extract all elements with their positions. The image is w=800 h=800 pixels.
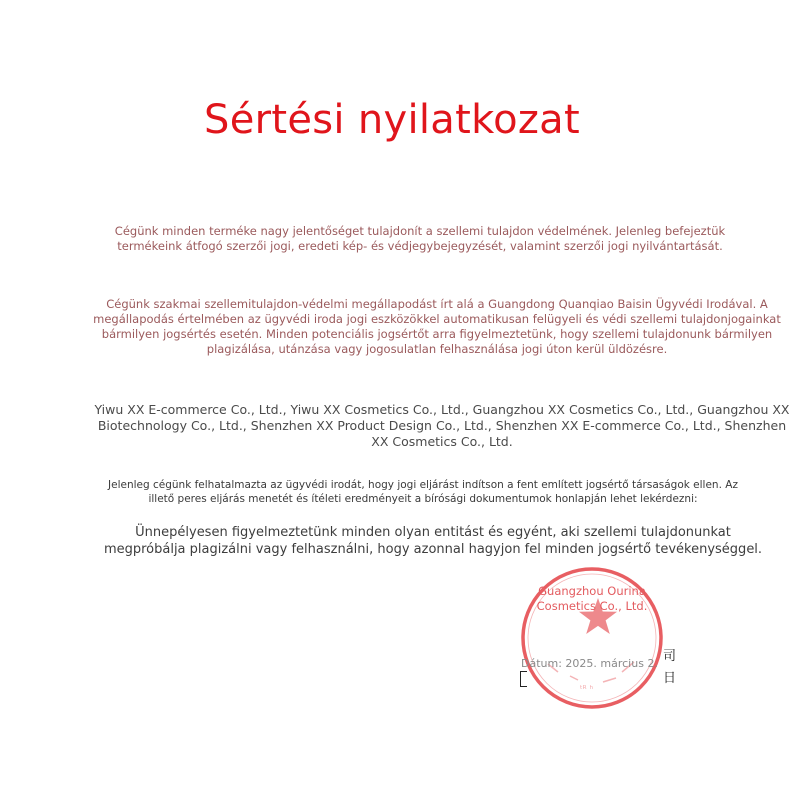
seal-company-name: Guangzhou Ourina Cosmetics Co., Ltd. xyxy=(536,584,648,613)
seal-bracket-mark xyxy=(520,671,527,687)
document-date: Dátum: 2025. március 2. xyxy=(521,657,658,670)
legal-proceedings-paragraph: Jelenleg cégünk felhatalmazta az ügyvédi irodát, hogy jogi eljárást indítson a fent említett jogsértő társaságok ellen. Az illető peres eljárás menetét és ítéleti eredményeit a bírósági dokumentumok honlapján lehet lekérdezni: xyxy=(108,479,738,505)
infringing-companies-list: Yiwu XX E-commerce Co., Ltd., Yiwu XX Cosmetics Co., Ltd., Guangzhou XX Cosmetics Co., Ltd., Guangzhou XX Biotechnology Co., Ltd., Shenzhen XX Product Design Co., Ltd., Shenzhen XX E-commerce Co., Ltd., Shenzhen XX Cosmetics Co., Ltd. xyxy=(94,402,790,449)
seal-glyph-top: 司 xyxy=(663,649,677,664)
seal-glyph-bottom: 日 xyxy=(663,671,677,686)
svg-text:ᵗᴿ ʰ: ᵗᴿ ʰ xyxy=(580,685,594,695)
solemn-warning-paragraph: Ünnepélyesen figyelmeztetünk minden olyan entitást és egyént, aki szellemi tulajdonunkat megpróbálja plagizálni vagy felhasználni, hogy azonnal hagyjon fel minden jogsértő tevékenységgel. xyxy=(103,525,763,557)
law-firm-agreement-paragraph: Cégünk szakmai szellemitulajdon-védelmi megállapodást írt alá a Guangdong Quanqiao Baisin Ügyvédi Irodával. A megállapodás értelmében az ügyvédi iroda jogi eszközökkel automatikusan felügyeli és védi szellemi tulajdonjogainkat bármilyen jogsértés esetén. Minden potenciális jogsértőt arra figyelmeztetünk, hogy szellemi tulajdonunk bármilyen plagizálása, utánzása vagy jogosulatlan felhasználása jogi úton kerül üldözésre. xyxy=(93,297,781,356)
ip-protection-paragraph: Cégünk minden terméke nagy jelentőséget tulajdonít a szellemi tulajdon védelmének. Jelenleg befejeztük termékeink átfogó szerzői jogi, eredeti kép- és védjegybejegyzését, valamint szerzői jogi nyilvántartását. xyxy=(114,224,726,253)
page-title: Sértési nyilatkozat xyxy=(204,97,580,143)
